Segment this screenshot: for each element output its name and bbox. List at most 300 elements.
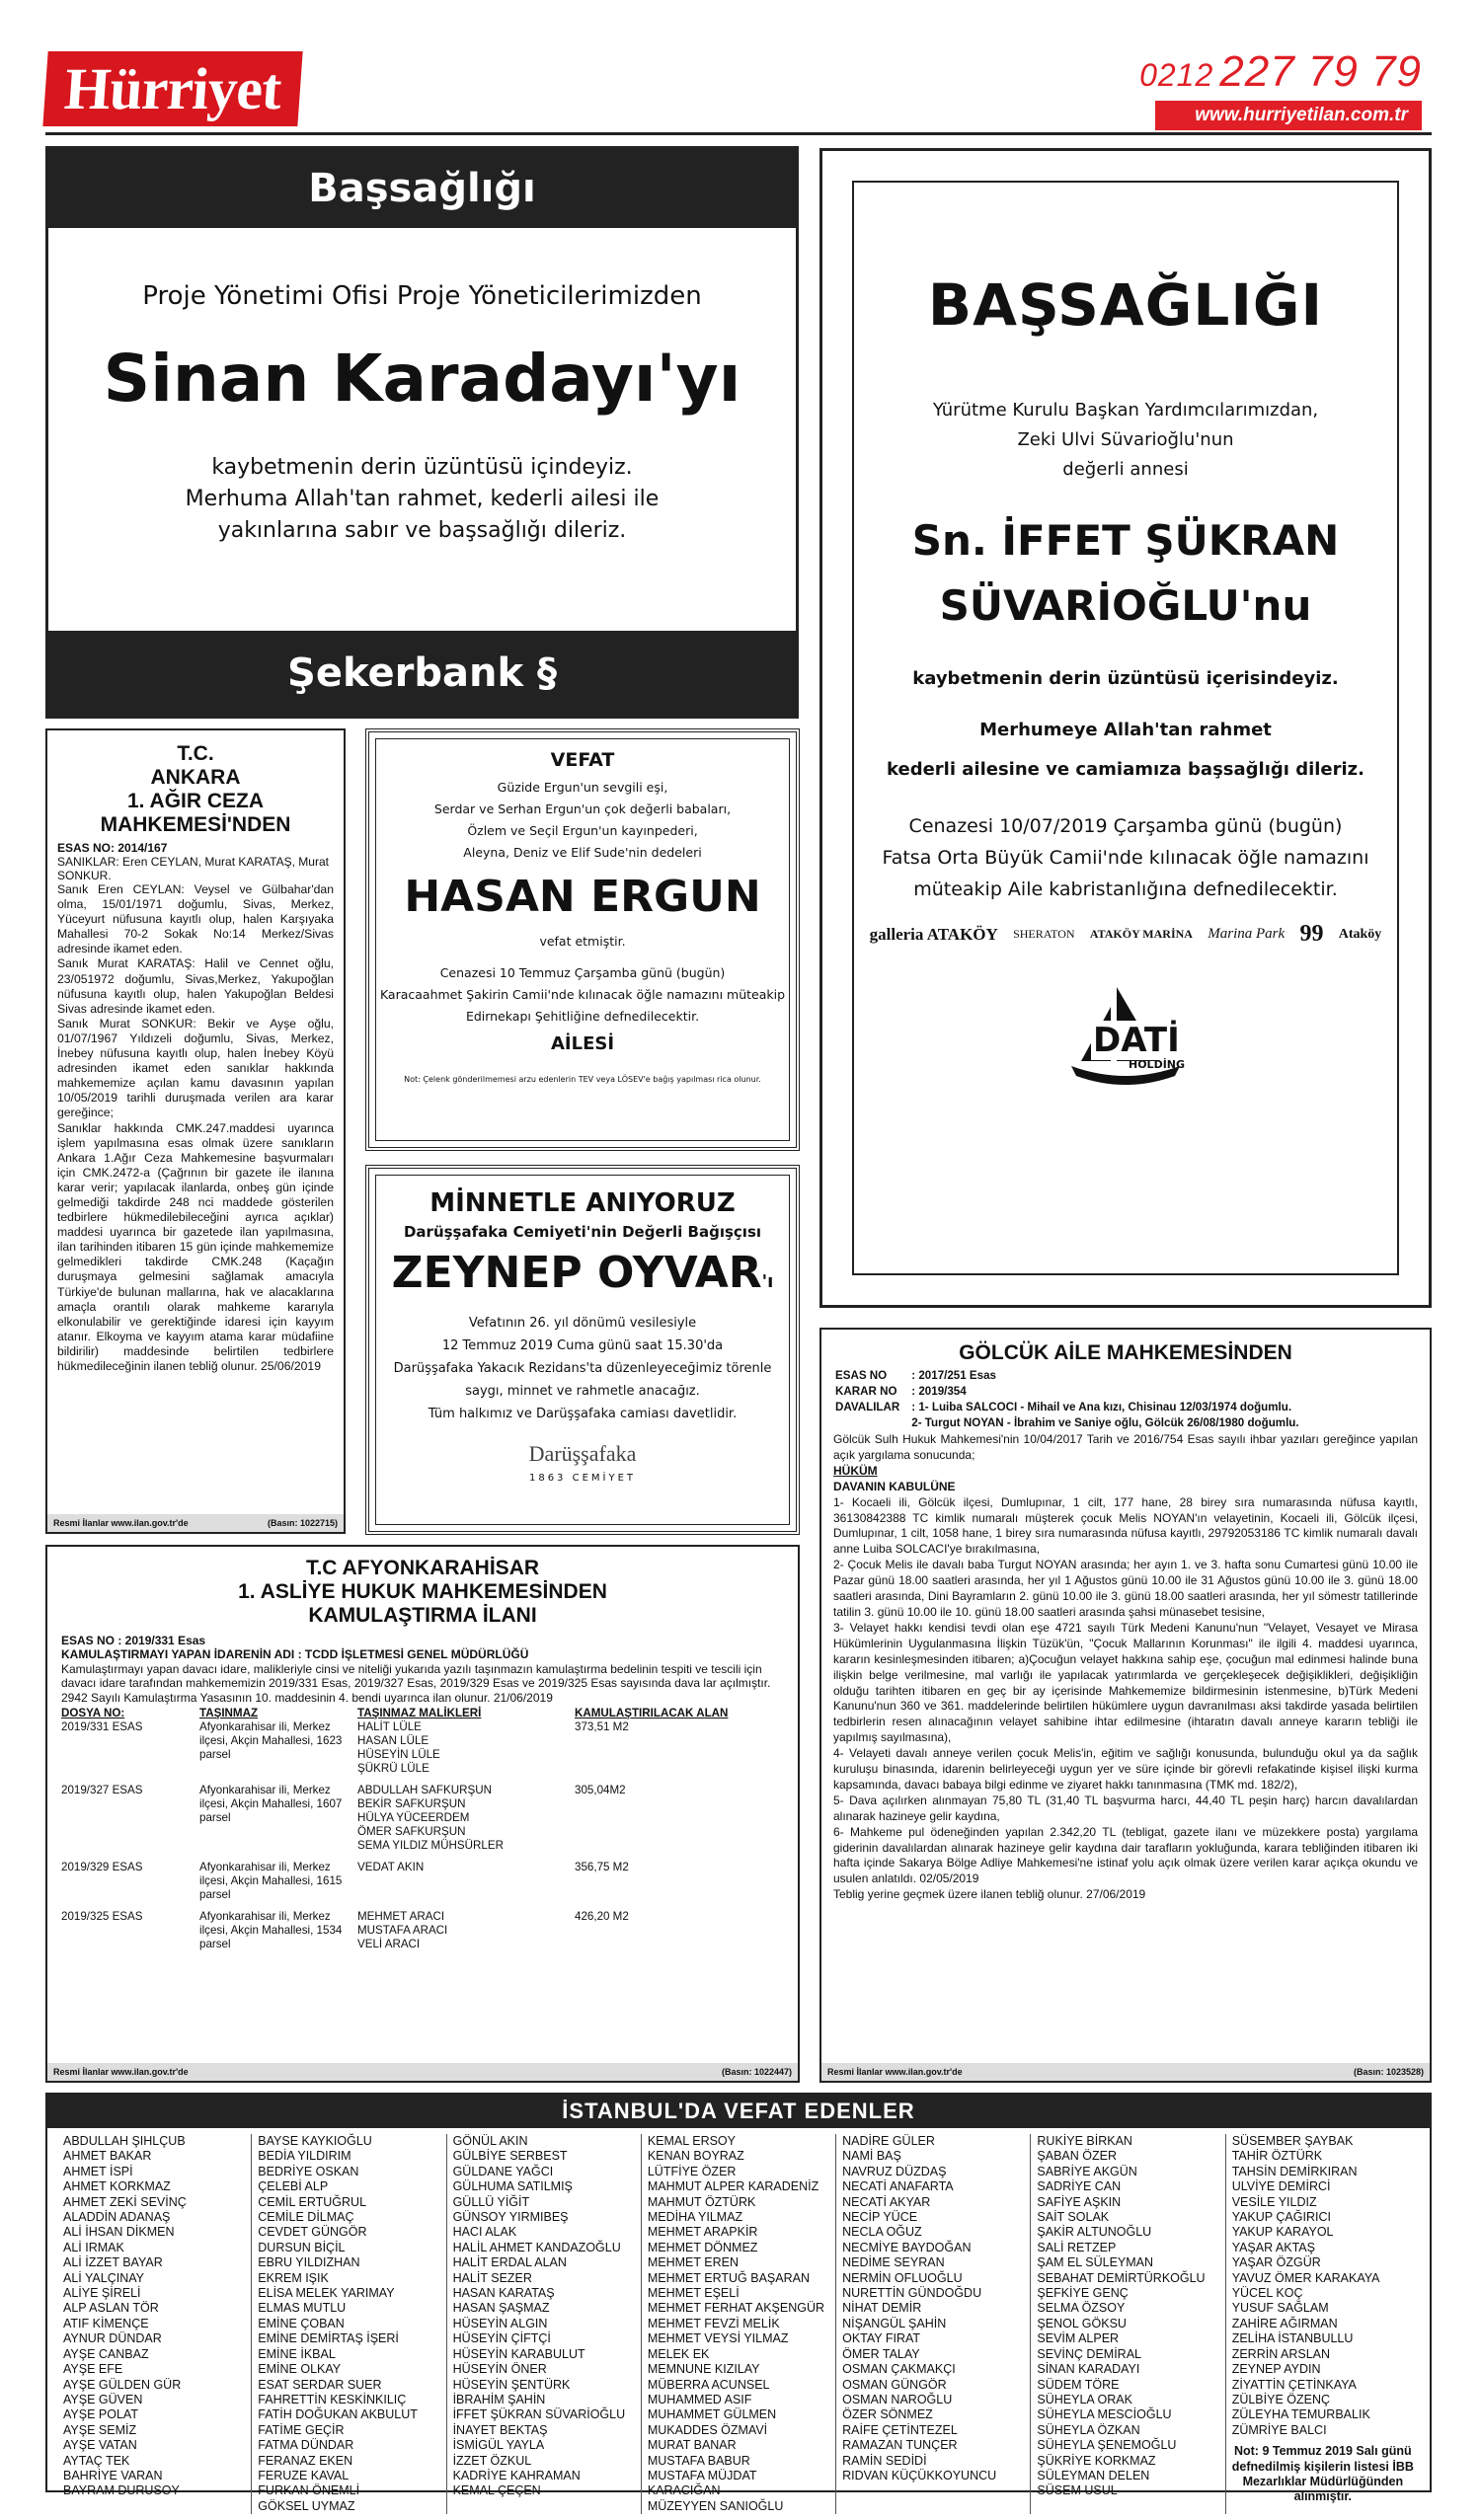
meta-key: ESAS NO xyxy=(835,1369,888,1382)
deceased-list-item: İZZET ÖZKUL xyxy=(452,2453,532,2468)
case-number: ESAS NO : 2019/331 Esas xyxy=(61,1634,206,1647)
deceased-list-item: OKTAY FIRAT xyxy=(842,2331,921,2346)
deceased-list-item: MEHMET VEYSİ YILMAZ xyxy=(647,2331,789,2346)
died-text: vefat etmiştir. xyxy=(539,934,626,949)
heading-line: T.C AFYONKARAHİSAR xyxy=(305,1557,540,1579)
deceased-list-item: NAVRUZ DÜZDAŞ xyxy=(842,2164,947,2178)
funeral-line: Fatsa Orta Büyük Camii'nde kılınacak öğle namazını xyxy=(882,847,1369,869)
deceased-list-item: ÖZER SÖNMEZ xyxy=(842,2407,933,2422)
family-line: Serdar ve Serhan Ergun'un çok değerli babaları, xyxy=(433,802,732,816)
sponsor-logos xyxy=(862,921,1389,948)
deceased-list-item: MAHMUT ALPER KARADENİZ xyxy=(647,2179,819,2194)
deceased-list-item: NAMİ BAŞ xyxy=(842,2149,901,2164)
istanbul-deaths-list xyxy=(45,2093,1432,2513)
deceased-list-item: KENAN BOYRAZ xyxy=(647,2149,744,2164)
notice-paragraph: 6- Mahkeme pul ödeneğinden yapılan 2.342,20 TL (tebligat, gazete ilanı ve müzekkere posta) yargılama giderinin davalılardan alınarak hazineye gelir kaydına dair tarafların yokluğunda, karara tebliğinden itibaren iki hafta içinde Sakarya Bölge Adliye Mahkemesi'ne istinaf yolu açık olmak üzere verilen karar açıkça okundu ve usulen anlatıldı. 02/05/2019 xyxy=(833,1824,1418,1886)
deceased-name: HASAN ERGUN xyxy=(404,872,761,922)
cell: Afyonkarahisar ili, Merkez ilçesi, Akçin Mahallesi, 1534 parsel xyxy=(199,1910,343,1951)
deceased-list-item: NEDİME SEYRAN xyxy=(842,2255,945,2270)
footer-code: (Basın: 1022715) xyxy=(267,1518,338,1528)
family-line: Aleyna, Deniz ve Elif Sude'nin dedeleri xyxy=(463,845,702,860)
afyonkarahisar-court-notice xyxy=(45,1545,800,2083)
funeral-info xyxy=(854,810,1397,905)
brand-sub: CEMİYET xyxy=(572,1473,637,1484)
notice-intro: Gölcük Sulh Hukuk Mahkemesi'nin 10/04/2017 Tarih ve 2016/754 Esas sayılı ihbar yazıları gereğince yapılan açık yargılama sonucunda; xyxy=(833,1432,1418,1462)
deceased-list-item: FATİME GEÇİR xyxy=(258,2422,345,2437)
cell: 2019/329 ESAS xyxy=(61,1861,143,1874)
case-number: ESAS NO: 2014/167 xyxy=(57,841,168,855)
deceased-list-item: YAKUP ÇAĞIRICI xyxy=(1231,2210,1331,2225)
family-line: Özlem ve Seçil Ergun'un kayınpederi, xyxy=(467,823,698,838)
death-notice-ergun xyxy=(365,728,800,1151)
deceased-list-item: GÜNSOY YIRMIBEŞ xyxy=(452,2210,569,2225)
ad-intro: Proje Yönetimi Ofisi Proje Yöneticilerimizden xyxy=(142,281,702,311)
name-column xyxy=(57,2134,252,2514)
deceased-list-item: AYŞE GÜLDEN GÜR xyxy=(63,2377,182,2392)
deceased-list-item: SÜSEM USUL xyxy=(1037,2483,1118,2498)
deceased-list-item: MEHMET DÖNMEZ xyxy=(647,2240,758,2254)
notice-paragraph: Sanık Eren CEYLAN: Veysel ve Gülbahar'dan olma, 15/01/1971 doğumlu, Sivas, Merkez, Yüceyurt nüfusuna kayıtlı olup, halen Karşıyaka Mahallesi 70-2 Sokak No:14 Merkez/Sivas adresinde ikamet eden. xyxy=(57,882,334,956)
funeral-line: Edirnekapı Şehitliğine defnedilecektir. xyxy=(465,1009,700,1024)
deceased-list-item: SABRİYE AKGÜN xyxy=(1037,2164,1137,2178)
deceased-list-item: AYŞE CANBAZ xyxy=(63,2346,149,2361)
deceased-list-item: GÖKSEL UYMAZ xyxy=(258,2498,355,2513)
deceased-list-item: AHMET KORKMAZ xyxy=(63,2179,171,2194)
deceased-list-item: ŞENOL GÖKSU xyxy=(1037,2316,1127,2330)
brand-year: 1863 xyxy=(528,1473,567,1484)
column-header: DOSYA NO: xyxy=(61,1707,125,1720)
cell: HALİT LÜLE HASAN LÜLE HÜSEYİN LÜLE ŞÜKRÜ LÜLE xyxy=(357,1720,440,1776)
holding-text: HOLDİNG xyxy=(1129,1058,1186,1071)
ad-intro xyxy=(854,396,1397,485)
table-row xyxy=(61,1861,772,1910)
footer-code: (Basın: 1023528) xyxy=(1353,2067,1424,2077)
deceased-list-item: MAHMUT ÖZTÜRK xyxy=(647,2194,756,2209)
deceased-list-item: SEBAHAT DEMİRTÜRKOĞLU xyxy=(1037,2270,1206,2285)
deceased-list-item: NECİP YÜCE xyxy=(842,2210,918,2225)
newspaper-logo: Hürriyet xyxy=(42,51,302,126)
cell: 356,75 M2 xyxy=(575,1861,629,1874)
deceased-list-item: MEHMET ERTUĞ BAŞARAN xyxy=(647,2270,810,2285)
defendants: SANIKLAR: Eren CEYLAN, Murat KARATAŞ, Murat SONKUR. xyxy=(57,855,329,882)
deceased-list-item: SEVİNÇ DEMİRAL xyxy=(1037,2346,1141,2361)
deceased-list-item: HASAN ŞAŞMAZ xyxy=(452,2301,550,2316)
deceased-list-item: MUKADDES ÖZMAVİ xyxy=(647,2422,768,2437)
deceased-list-item: MEMNUNE KIZILAY xyxy=(647,2362,760,2377)
ad-body-line: yakınlarına sabır ve başsağlığı dileriz. xyxy=(217,518,627,543)
deceased-list-item: ŞAKİR ALTUNOĞLU xyxy=(1037,2225,1152,2240)
brand-name: Şekerbank xyxy=(287,650,524,696)
agency: KAMULAŞTIRMAYI YAPAN İDARENİN ADI : TCDD İŞLETMESİ GENEL MÜDÜRLÜĞÜ xyxy=(61,1647,529,1662)
deceased-list-item: CEMİLE DİLMAÇ xyxy=(258,2210,354,2225)
deceased-list-item: FURKAN ÖNEMLİ xyxy=(258,2483,360,2498)
deceased-list-item: HALİT ERDAL ALAN xyxy=(452,2255,567,2270)
deceased-list-item: SÜHEYLA ORAK xyxy=(1037,2392,1132,2406)
deceased-list-item: AYŞE VATAN xyxy=(63,2438,137,2453)
notice-title: MİNNETLE ANIYORUZ xyxy=(429,1188,736,1218)
meta-value: 2- Turgut NOYAN - İbrahim ve Saniye oğlu, Gölcük 26/08/1980 doğumlu. xyxy=(911,1416,1299,1429)
deceased-list-item: EKREM IŞIK xyxy=(258,2270,329,2285)
funeral-line: Cenazesi 10/07/2019 Çarşamba günü (bugün) xyxy=(908,815,1343,837)
ankara-court-notice xyxy=(45,728,346,1534)
notice-paragraph: Sanıklar hakkında CMK.247.maddesi uyarınca işlem yapılmasına esas olmak üzere sanıkların Ankara 1.Ağır Ceza Mahkemesine başvurmaları için CMK.2472-a (Çağrının bir gazete ile ilanına karar verir; yapılacak ilanlarda, onbeş gün içinde gelmediği takdirde 248 nci maddede gösterilen tedbirlere hükmedilebileceğini ayrıca açıklar) maddesi uyarınca bir gazetede ilan yapılmasına, ilan tarihinden itibaren 15 gün içinde mahkememize gelmedikleri takdirde CMK.248 (Kaçağın duruşmaya gelmesini sağlamak amacıyla Türkiye'de bulunan mallarına, hak ve alacaklarına amaçla orantılı olarak mahkeme kararıyla elkonulabilir ve gerektiğinde idaresi için kayyım atanır. Elkoyma ve kayyım atama karar müdafiine bildirilir) maddesinde belirtilen tedbirlere hükmedileceğinin ilanen tebliğ olunur. 25/06/2019 xyxy=(57,1120,334,1373)
deceased-list-item: ALİ İHSAN DİKMEN xyxy=(63,2225,175,2240)
notice-paragraph: 3- Velayet hakkı kendisi tevdi olan eşe 4721 sayılı Türk Medeni Kanunu'nun "Velayet, Vesayet ve Mirasa Hükümlerinin Uygulanmasına İlişkin Tüzük'ün, "Çocuk Mallarının Korunması" ile ilgili 4. maddesi uyarınca, kararın kesinleşmesinden itibaren; a)Çocuğun velayet hakkına sahip eşe, çocuğun mal edinmesi halinde buna ilişkin belge verilmesine, mal varlığı ile yapılacak yatırımlarda ve gerçekleşecek değişiklikleri, değişikliğin olduğu tarihten itibaren en geç bir ay içerisinde Mahkememize bildirmesinin istenmesine, b)Türk Medeni Kanunu'nun 360 ve 361. maddelerinde belirtilen hükümlere uygun davranılması aksi takdirde yasada belirtilen tedbirlerin resen alınacağının velayet sahibine ihtar edilmesine (ihtaratın davalı anneye kararın tebliği ile yapılmış sayılmasına), xyxy=(833,1620,1418,1745)
deceased-list-item: GÜLHUMA SATILMIŞ xyxy=(452,2179,573,2194)
deceased-list-item: NECLA OĞUZ xyxy=(842,2225,922,2240)
deceased-list-item: SEVİM ALPER xyxy=(1037,2331,1120,2346)
deceased-list-item: ESAT SERDAR SUER xyxy=(258,2377,382,2392)
notice-closing: Teblig yerine geçmek üzere ilanen tebliğ olunur. 27/06/2019 xyxy=(833,1887,1146,1902)
deceased-list-item: ZEYNEP AYDIN xyxy=(1231,2362,1321,2377)
deceased-list-item: GÜLLÜ YİĞİT xyxy=(452,2194,530,2209)
deceased-list-item: SAFİYE AŞKIN xyxy=(1037,2194,1122,2209)
deceased-list-item: AHMET ZEKİ SEVİNÇ xyxy=(63,2194,187,2209)
deceased-list-item: RAMİN SEDİDİ xyxy=(842,2453,927,2468)
deceased-name xyxy=(376,1244,789,1312)
deceased-list-item: SELMA ÖZSOY xyxy=(1037,2301,1126,2316)
meta-value: : 1- Luiba SALCOCI - Mihail ve Ana kızı, Chisinau 12/03/1974 doğumlu. xyxy=(911,1401,1292,1413)
memorial-line: saygı, minnet ve rahmetle anacağız. xyxy=(465,1384,700,1399)
list-note: Not: 9 Temmuz 2019 Salı günü defnedilmiş kişilerin listesi İBB Mezarlıklar Müdürlüğünden alınmıştır. xyxy=(1231,2444,1414,2504)
intro-line: değerli annesi xyxy=(1062,459,1189,480)
deceased-list-item: BEDRİYE OSKAN xyxy=(258,2164,359,2178)
notice-title: VEFAT xyxy=(550,749,615,771)
deceased-list-item: YAKUP KARAYOL xyxy=(1231,2225,1334,2240)
deceased-list-item: KEMAL ERSOY xyxy=(647,2134,736,2148)
name-column xyxy=(1031,2134,1225,2514)
deceased-list-item: ZELİHA İSTANBULLU xyxy=(1231,2331,1354,2346)
deceased-list-item: ŞÜKRİYE KORKMAZ xyxy=(1037,2453,1156,2468)
deceased-list-item: SÜDEM TÖRE xyxy=(1037,2377,1120,2392)
deceased-list-item: EMİNE İKBAL xyxy=(258,2346,336,2361)
deceased-list-item: NECMİYE BAYDOĞAN xyxy=(842,2240,972,2254)
name-column xyxy=(1226,2134,1420,2514)
deceased-list-item: OSMAN NAROĞLU xyxy=(842,2392,953,2406)
deceased-list-item: AYŞE SEMİZ xyxy=(63,2422,137,2437)
deceased-list-item: YAVUZ ÖMER KARAKAYA xyxy=(1231,2270,1380,2285)
darussafaka-logo xyxy=(376,1441,789,1467)
deceased-list-item: ALİ YALÇINAY xyxy=(63,2270,144,2285)
table-row xyxy=(61,1910,772,1959)
ad-line: kaybetmenin derin üzüntüsü içerisindeyiz. xyxy=(912,668,1339,689)
meta-key xyxy=(835,1416,909,1430)
deceased-list-item: NİHAT DEMİR xyxy=(842,2301,922,2316)
sekerbank-logo xyxy=(48,631,796,716)
deceased-list-item: CEVDET GÜNGÖR xyxy=(258,2225,367,2240)
meta-value: : 2019/354 xyxy=(911,1385,967,1398)
funeral-line: müteakip Aile kabristanlığına defnedilecektir. xyxy=(913,878,1338,900)
intro-line: Zeki Ulvi Süvarioğlu'nun xyxy=(1017,429,1234,450)
deceased-list-item: CEMİL ERTUĞRUL xyxy=(258,2194,367,2209)
deceased-list-item: EMİNE OLKAY xyxy=(258,2362,342,2377)
notice-paragraph: 1- Kocaeli ili, Gölcük ilçesi, Dumlupınar, 1 cilt, 177 hane, 28 birey sıra numarasında nüfusa kayıtlı, 36130842388 TC kimlik numaralı müşterek çocuk Melis NOYAN'ın velayetinin, Kocaeli ili, Gölcük ilçesi, Dumlupınar, 1 cilt, 1058 hane, 1 birey sıra numarasında nüfusa kayıtlı, 29792053186 TC kimlik numaralı davalı anne Luiba SOLCACI'ye bırakılmasına, xyxy=(833,1494,1418,1557)
meta-key: KARAR NO xyxy=(835,1385,897,1398)
deceased-list-item: AYŞE POLAT xyxy=(63,2407,138,2422)
kabul-label: DAVANIN KABULÜNE xyxy=(833,1479,956,1493)
deceased-list-item: AHMET BAKAR xyxy=(63,2149,152,2164)
deceased-list-item: TAHSİN DEMİRKIRAN xyxy=(1231,2164,1358,2178)
deceased-list-item: ALP ASLAN TÖR xyxy=(63,2301,159,2316)
deceased-list-item: ZAHİRE AĞIRMAN xyxy=(1231,2316,1338,2330)
deceased-list-item: AYŞE GÜVEN xyxy=(63,2392,143,2406)
deceased-list-item: FATMA DÜNDAR xyxy=(258,2438,354,2453)
deceased-list-item: NİŞANGÜL ŞAHİN xyxy=(842,2316,947,2330)
marina-park-logo: Marina Park xyxy=(1208,926,1286,942)
cell: 2019/327 ESAS xyxy=(61,1784,143,1797)
condolence-ad-sekerbank xyxy=(45,146,799,719)
deceased-list-item: MUHAMMET GÜLMEN xyxy=(647,2407,777,2422)
deceased-list-item: SÜHEYLA ÖZKAN xyxy=(1037,2422,1140,2437)
deceased-list-item: MEDİHA YILMAZ xyxy=(647,2210,743,2225)
deceased-list-item: MUSTAFA BABUR xyxy=(647,2453,750,2468)
deceased-list-item: ŞABAN ÖZER xyxy=(1037,2149,1117,2164)
deceased-list-item: ATIF KİMENÇE xyxy=(63,2316,149,2330)
deceased-list-item: NADİRE GÜLER xyxy=(842,2134,935,2148)
cell: Afyonkarahisar ili, Merkez ilçesi, Akçin Mahallesi, 1623 parsel xyxy=(199,1720,343,1762)
deceased-list-item: İFFET ŞÜKRAN SÜVARİOĞLU xyxy=(452,2407,626,2422)
notice-paragraph: 4- Velayeti davalı anneye verilen çocuk Melis'in, eğitim ve sağlığı konusunda, bulunduğu okul ya da sağlık kuruluşu binasında, idarenin belirleyeceği uygun yer ve süre içinde bir görevli refakatinde kişisel ilişki kurma kapsamında, davacı babaya bilgi edinme ve ziyaret hakkı tanınmasına (TMK md. 182/2), xyxy=(833,1746,1418,1792)
deceased-list-item: ZÜLEYHA TEMURBALIK xyxy=(1231,2407,1370,2422)
deceased-list-item: ZÜLBİYE ÖZENÇ xyxy=(1231,2392,1331,2406)
phone-number xyxy=(1139,47,1422,97)
column-header: KAMULAŞTIRILACAK ALAN xyxy=(575,1707,729,1720)
deceased-list-item: FATİH DOĞUKAN AKBULUT xyxy=(258,2407,418,2422)
notice-footer xyxy=(47,2063,798,2081)
deceased-list-item: NECATİ ANAFARTA xyxy=(842,2179,954,2194)
deceased-list-item: FERUZE KAVAL xyxy=(258,2468,350,2482)
deceased-list-item: EMİNE ÇOBAN xyxy=(258,2316,345,2330)
deceased-list-item: ÇELEBİ ALP xyxy=(258,2179,329,2194)
dati-text: DATİ xyxy=(1093,1021,1180,1060)
table-row xyxy=(61,1720,772,1784)
memorial-line: Darüşşafaka Yakacık Rezidans'ta düzenleyeceğimiz törenle xyxy=(393,1361,772,1376)
cell: 2019/325 ESAS xyxy=(61,1910,143,1924)
deceased-list-item: LÜTFİYE ÖZER xyxy=(647,2164,737,2178)
atakoy-marina-logo: ATAKÖY MARİNA xyxy=(1089,927,1193,941)
deceased-list-item: AYTAÇ TEK xyxy=(63,2453,130,2468)
deceased-list-item: NURETTİN GÜNDOĞDU xyxy=(842,2286,982,2301)
deceased-list-item: RUKİYE BİRKAN xyxy=(1037,2134,1132,2148)
funeral-line: Cenazesi 10 Temmuz Çarşamba günü (bugün) xyxy=(439,965,726,980)
deceased-list-item: SÜLEYMAN DELEN xyxy=(1037,2468,1150,2482)
deceased-list-item: ŞEFKİYE GENÇ xyxy=(1037,2286,1129,2301)
deceased-list-item: GÜLDANE YAĞCI xyxy=(452,2164,554,2178)
case-meta xyxy=(833,1367,1311,1432)
heading-line: 1. AĞIR CEZA xyxy=(126,790,265,812)
table-row xyxy=(61,1784,772,1861)
heading-line: T.C. xyxy=(177,742,214,765)
deceased-list-item: ZÜMRİYE BALCI xyxy=(1231,2422,1327,2437)
deceased-list-item: YÜCEL KOÇ xyxy=(1231,2286,1303,2301)
deceased-list-item: ZERRİN ARSLAN xyxy=(1231,2346,1331,2361)
atakoy-logo: Ataköy xyxy=(1338,926,1382,942)
deceased-list-item: SÜSEMBER ŞAYBAK xyxy=(1231,2134,1354,2148)
notice-paragraph: 5- Dava açılırken alınmayan 75,80 TL (31,40 TL başvurma harcı, 44,40 TL peşin harç) harcın davalılardan alınarak hazineye gelir kaydına, xyxy=(833,1793,1418,1823)
footer-source: Resmi İlanlar www.ilan.gov.tr'de xyxy=(53,1518,189,1528)
deceased-list-item: KEMAL ÇEÇEN xyxy=(452,2483,541,2498)
deceased-list-item: DURSUN BİÇİL xyxy=(258,2240,346,2254)
deceased-list-item: MEHMET EREN xyxy=(647,2255,739,2270)
deceased-name: Sinan Karadayı'yı xyxy=(103,341,741,417)
deceased-list-item: BAYRAM DURUSOY xyxy=(63,2483,180,2498)
header-rule xyxy=(45,132,1432,135)
funeral-line: Karacaahmet Şakirin Camii'nde kılınacak öğle namazını müteakip xyxy=(379,987,786,1002)
court-heading: GÖLCÜK AİLE MAHKEMESİNDEN xyxy=(959,1341,1292,1364)
deceased-list-item: VESİLE YILDIZ xyxy=(1231,2194,1317,2209)
deceased-list-item: SAİT SOLAK xyxy=(1037,2210,1110,2225)
court-heading xyxy=(61,1557,784,1628)
heading-line: MAHKEMESİ'NDEN xyxy=(100,813,291,836)
phone-prefix: 0212 xyxy=(1139,57,1214,93)
name-suffix: 'ı xyxy=(761,1271,774,1292)
deceased-list-item: KADRİYE KAHRAMAN xyxy=(452,2468,581,2482)
99-logo: 99 xyxy=(1299,921,1324,947)
deceased-list-item: SALİ RETZEP xyxy=(1037,2240,1117,2254)
memorial-line: Vefatının 26. yıl dönümü vesilesiyle xyxy=(468,1316,697,1331)
hukum-label: HÜKÜM xyxy=(833,1463,878,1478)
cell: 305,04M2 xyxy=(575,1784,626,1797)
table-header-row xyxy=(61,1707,772,1720)
deceased-list-item: İSMİGÜL YAYLA xyxy=(452,2438,545,2453)
deceased-list-item: TAHİR ÖZTÜRK xyxy=(1231,2149,1323,2164)
notice-footer xyxy=(47,1514,344,1532)
name-column xyxy=(447,2134,642,2514)
deceased-list-item: OSMAN ÇAKMAKÇI xyxy=(842,2362,956,2377)
deceased-list-item: MEHMET FERHAT AKŞENGÜR xyxy=(647,2301,825,2316)
name-column xyxy=(836,2134,1031,2514)
galleria-logo: galleria ATAKÖY xyxy=(869,924,998,944)
deceased-list-item: YAŞAR ÖZGÜR xyxy=(1231,2255,1321,2270)
deceased-list-item: İBRAHİM ŞAHİN xyxy=(452,2392,546,2406)
deceased-list-item: HÜSEYİN ŞENTÜRK xyxy=(452,2377,571,2392)
notice-paragraph: 2- Çocuk Melis ile davalı baba Turgut NOYAN arasında; her ayın 1. ve 3. hafta sonu Cumartesi günü 10.00 ile Pazar günü 18.00 saatleri arasında, her yıl 1 Ağustos günü 10.00 ile 31 Ağustos günü 10.00 ile 3. günü 18.00 saatleri arasında, Dini Bayramların 2. günü 10.00 ile 3. günü 18.00 saatleri arasında, her yıl sömestr tatillerinde tatilin 3. günü 10.00 ile 10. günü 18.00 saatleri arasında şahsi münasebet tesisine, xyxy=(833,1558,1418,1619)
ad-title: Başsağlığı xyxy=(48,149,796,228)
deceased-list-item: MEHMET FEVZİ MELİK xyxy=(647,2316,780,2330)
cell: MEHMET ARACI MUSTAFA ARACI VELİ ARACI xyxy=(357,1910,448,1951)
deceased-list-item: ÖMER TALAY xyxy=(842,2346,920,2361)
deceased-list-item: ALADDİN ADANAŞ xyxy=(63,2210,171,2225)
golcuk-family-court-notice xyxy=(819,1328,1432,2083)
deceased-list-item: HALİT SEZER xyxy=(452,2270,532,2285)
deceased-list-item: AHMET İSPİ xyxy=(63,2164,133,2178)
property-table xyxy=(61,1707,772,1959)
deceased-list-item: MEHMET EŞELİ xyxy=(647,2286,740,2301)
deceased-list-item: MELEK EK xyxy=(647,2346,710,2361)
deceased-list-item: ALİ IRMAK xyxy=(63,2240,124,2254)
deceased-list-item: HASAN KARATAŞ xyxy=(452,2286,555,2301)
ad-line: kederli ailesine ve camiamıza başsağlığı dileriz. xyxy=(887,759,1364,780)
deceased-list-item: YUSUF SAĞLAM xyxy=(1231,2301,1329,2316)
notice-paragraph: Sanık Murat KARATAŞ: Halil ve Cennet oğlu, 23/051972 doğumlu, Sivas,Merkez, Yakupoğlan nüfusuna kayıtlı olup, halen Yakupoğlan Beldesi Sivas adresinde ikamet eden. xyxy=(57,956,334,1016)
deceased-list-item: HACI ALAK xyxy=(452,2225,517,2240)
deceased-list-item: HALİL AHMET KANDAZOĞLU xyxy=(452,2240,621,2254)
brand-name: Darüşşafaka xyxy=(528,1441,637,1466)
notice-subtitle: Darüşşafaka Cemiyeti'nin Değerli Bağışçısı xyxy=(403,1223,762,1241)
ad-line: Merhumeye Allah'tan rahmet xyxy=(979,720,1272,740)
ad-body-line: Merhuma Allah'tan rahmet, kederli ailesi ile xyxy=(185,487,660,511)
deceased-list-item: SÜHEYLA ŞENEMOĞLU xyxy=(1037,2438,1177,2453)
deceased-list-item: GÖNÜL AKIN xyxy=(452,2134,528,2148)
heading-line: ANKARA xyxy=(150,766,241,789)
deceased-list-item: MÜZEYYEN SANIOĞLU xyxy=(647,2498,784,2513)
list-title: İSTANBUL'DA VEFAT EDENLER xyxy=(47,2095,1430,2128)
deceased-list-item: SÜHEYLA MESCİOĞLU xyxy=(1037,2407,1172,2422)
notice-footer xyxy=(821,2063,1430,2081)
family-line: Güzide Ergun'un sevgili eşi, xyxy=(497,780,668,795)
deceased-list-item: ZİYATTİN ÇETİNKAYA xyxy=(1231,2377,1357,2392)
column-header: TAŞINMAZ xyxy=(199,1707,259,1720)
deceased-list-item: SİNAN KARADAYI xyxy=(1037,2362,1140,2377)
court-heading xyxy=(57,742,334,837)
name-column xyxy=(642,2134,836,2514)
deceased-list-item: OSMAN GÜNGÖR xyxy=(842,2377,947,2392)
deceased-list-item: HÜSEYİN KARABULUT xyxy=(452,2346,585,2361)
deceased-list-item: İNAYET BEKTAŞ xyxy=(452,2422,548,2437)
notice-note: Not: Çelenk gönderilmemesi arzu edenlerin TEV veya LÖSEV'e bağış yapılması rica olunur. xyxy=(404,1075,761,1084)
cell: Afyonkarahisar ili, Merkez ilçesi, Akçin Mahallesi, 1615 parsel xyxy=(199,1861,343,1902)
cell: 426,20 M2 xyxy=(575,1910,629,1924)
deceased-list-item: MÜBERRA ACUNSEL xyxy=(647,2377,770,2392)
deceased-list-item: ELİSA MELEK YARIMAY xyxy=(258,2286,395,2301)
deceased-list-item: MEHMET ARAPKİR xyxy=(647,2225,758,2240)
deceased-list-item: NECATİ AKYAR xyxy=(842,2194,931,2209)
cell: 373,51 M2 xyxy=(575,1720,629,1734)
deceased-list-item: ALİYE ŞİRELİ xyxy=(63,2286,141,2301)
signature: AİLESİ xyxy=(550,1033,615,1054)
deceased-list-item: FERANAZ EKEN xyxy=(258,2453,353,2468)
website-link[interactable]: www.hurriyetilan.com.tr xyxy=(1155,101,1422,130)
deceased-list-item: MUSTAFA MÜJDAT KARACIĞAN xyxy=(647,2468,757,2498)
name-column xyxy=(252,2134,446,2514)
deceased-list-item: ULVİYE DEMİRCİ xyxy=(1231,2179,1331,2194)
darussafaka-sub xyxy=(376,1467,789,1489)
footer-code: (Basın: 1022447) xyxy=(721,2067,792,2077)
deceased-list-item: RAMAZAN TUNÇER xyxy=(842,2438,958,2453)
deceased-list-item: BAHRİYE VARAN xyxy=(63,2468,163,2482)
deceased-list-item: ABDULLAH ŞIHLÇUB xyxy=(63,2134,186,2148)
heading-line: 1. ASLİYE HUKUK MAHKEMESİNDEN xyxy=(238,1580,607,1603)
deceased-list-item: RIDVAN KÜÇÜKKOYUNCU xyxy=(842,2468,997,2482)
notice-paragraph: Sanık Murat SONKUR: Bekir ve Ayşe oğlu, 01/07/1967 Yıldızeli doğumlu, Sivas, Merkez, İnebey nüfusuna kayıtlı olup, halen İnebey Köyü adresinden ikamet eden sanıklar hakkında mahkememize açılan kamu davasının yapılan 10/05/2019 tarihli duruşmada verilen ara karar gereğince; xyxy=(57,1016,334,1120)
deceased-list-item: SADRİYE CAN xyxy=(1037,2179,1122,2194)
ad-body xyxy=(48,452,796,547)
column-header: TAŞINMAZ MALİKLERİ xyxy=(357,1707,482,1720)
notice-paragraph: Kamulaştırmayı yapan davacı idare, malikleriyle cinsi ve niteliği yukarıda yazılı taşınmazın kamulaştırma bedelinin tespiti ve tescili için davacı idare tarafından mahkememizin 2019/331 Esas, 2019/327 Esas, 2019/329 Esas ve 2019/325 Esas sayısında dava lar açılmıştır. xyxy=(61,1661,771,1691)
phone-main: 227 79 79 xyxy=(1219,47,1422,96)
deceased-name-2: SÜVARİOĞLU'nu xyxy=(939,581,1312,630)
deceased-name-1: Sn. İFFET ŞÜKRAN xyxy=(911,516,1340,565)
deceased-list-item: AYNUR DÜNDAR xyxy=(63,2331,162,2346)
name-text: ZEYNEP OYVAR xyxy=(391,1248,762,1298)
condolence-ad-suvarioglu xyxy=(819,148,1432,1308)
memorial-line: 12 Temmuz 2019 Cuma günü saat 15.30'da xyxy=(441,1338,724,1353)
deceased-list-item: MUHAMMED ASIF xyxy=(647,2392,752,2406)
deceased-list-item: ŞAM EL SÜLEYMAN xyxy=(1037,2255,1154,2270)
deceased-list-item: YAŞAR AKTAŞ xyxy=(1231,2240,1315,2254)
deceased-list-item: EBRU YILDIZHAN xyxy=(258,2255,360,2270)
deceased-list-item: FAHRETTİN KESKİNKILIÇ xyxy=(258,2392,407,2406)
sheraton-logo: SHERATON xyxy=(1013,927,1075,941)
cell: 2019/331 ESAS xyxy=(61,1720,143,1734)
deceased-list-item: EMİNE DEMİRTAŞ İŞERİ xyxy=(258,2331,399,2346)
deceased-list-item: AYŞE EFE xyxy=(63,2362,123,2377)
cell: ABDULLAH SAFKURŞUN BEKİR SAFKURŞUN HÜLYA YÜCEERDEM ÖMER SAFKURŞUN SEMA YILDIZ MÜHSÜRLER xyxy=(357,1784,504,1853)
heading-line: KAMULAŞTIRMA İLANI xyxy=(308,1604,537,1627)
intro-line: Yürütme Kurulu Başkan Yardımcılarımızdan, xyxy=(932,400,1319,420)
sekerbank-s-icon: § xyxy=(536,650,557,696)
deceased-list-item: ELMAS MUTLU xyxy=(258,2301,347,2316)
